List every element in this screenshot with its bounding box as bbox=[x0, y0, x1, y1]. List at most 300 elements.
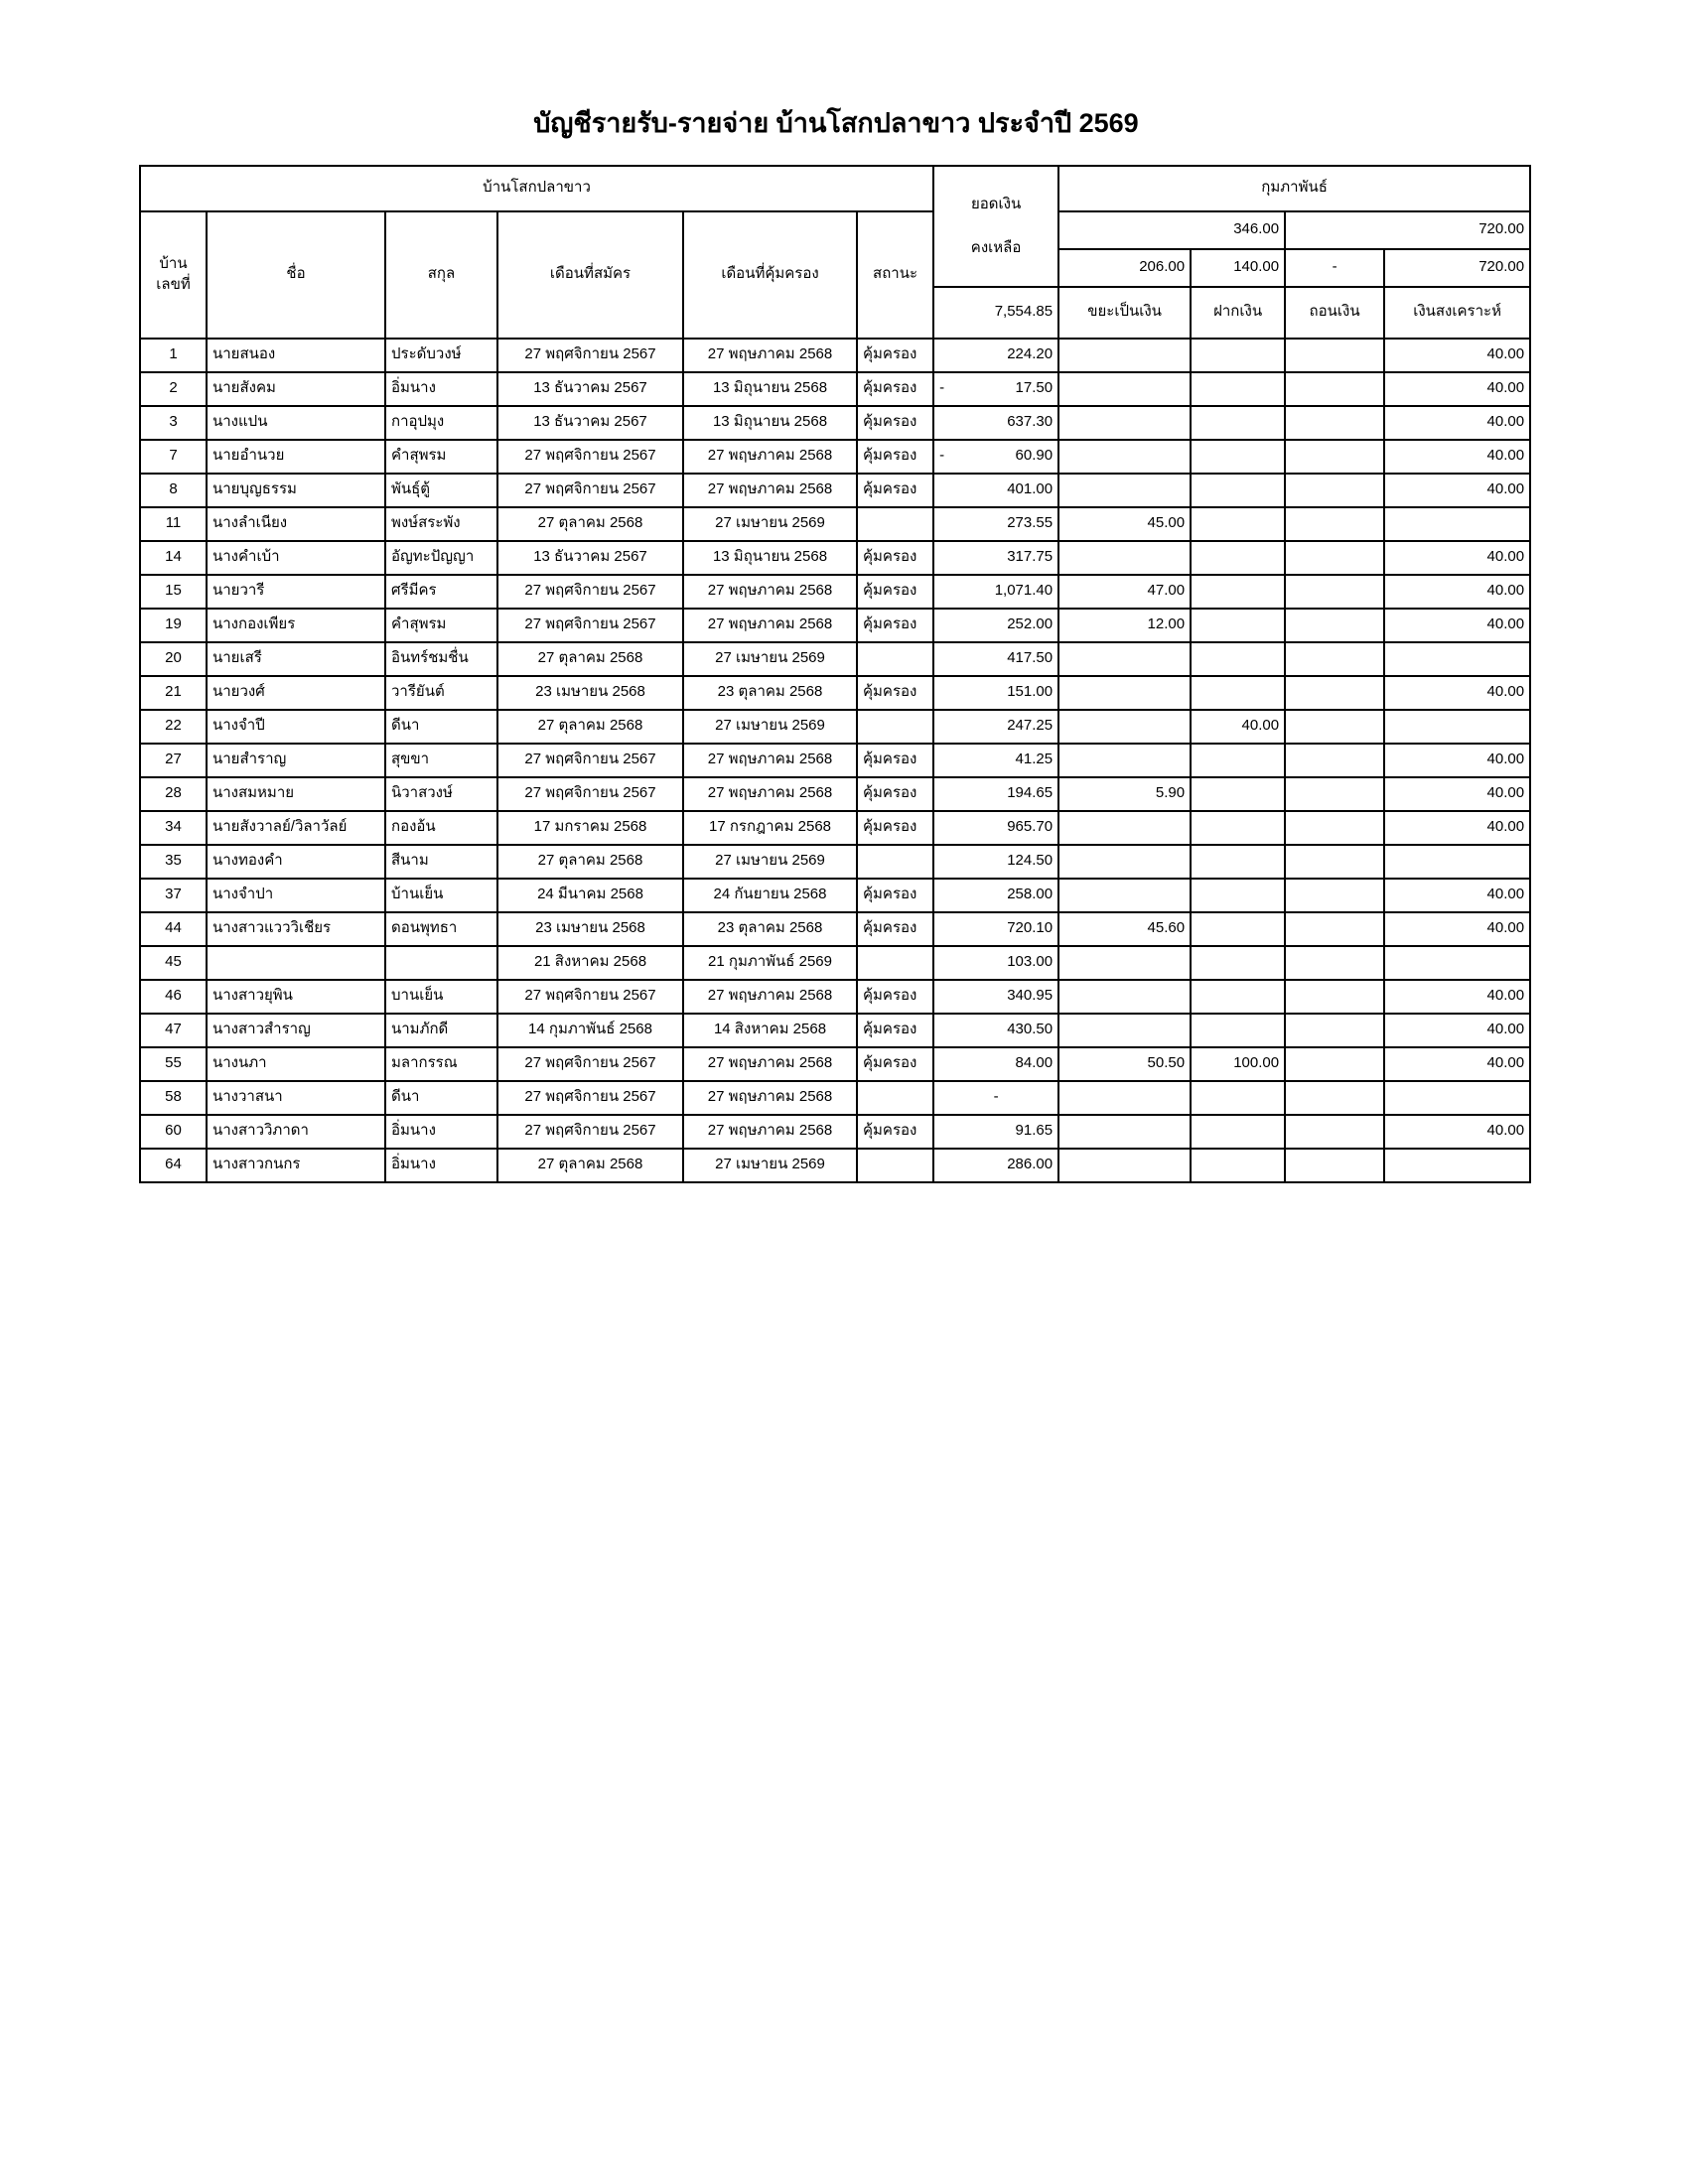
last-name-cell bbox=[385, 946, 497, 980]
deposit-cell bbox=[1191, 946, 1285, 980]
withdraw-cell bbox=[1285, 710, 1384, 744]
status-cell: คุ้มครอง bbox=[857, 912, 933, 946]
waste-cell bbox=[1058, 676, 1191, 710]
waste-cell: 45.00 bbox=[1058, 507, 1191, 541]
deposit-cell bbox=[1191, 575, 1285, 609]
balance-cell bbox=[933, 440, 1058, 474]
first-name-cell: นางลำเนียง bbox=[207, 507, 385, 541]
aid-cell: 40.00 bbox=[1384, 575, 1530, 609]
deposit-cell bbox=[1191, 440, 1285, 474]
balance-cell bbox=[933, 642, 1058, 676]
aid-cell: 40.00 bbox=[1384, 474, 1530, 507]
balance-value: 965.70 bbox=[1007, 818, 1054, 836]
deposit-cell bbox=[1191, 676, 1285, 710]
first-name-cell: นางนภา bbox=[207, 1047, 385, 1081]
page-title: บัญชีรายรับ-รายจ่าย บ้านโสกปลาขาว ประจำปี 2569 bbox=[533, 108, 1139, 138]
first-name-cell: นายวารี bbox=[207, 575, 385, 609]
withdraw-cell bbox=[1285, 744, 1384, 777]
aid-cell: 40.00 bbox=[1384, 440, 1530, 474]
aid-cell: 40.00 bbox=[1384, 744, 1530, 777]
table-row bbox=[140, 1047, 1530, 1081]
month-applied-cell: 27 ตุลาคม 2568 bbox=[497, 710, 683, 744]
first-name-header: ชื่อ bbox=[207, 211, 385, 339]
deposit-cell bbox=[1191, 1149, 1285, 1182]
house-no-cell: 58 bbox=[140, 1081, 207, 1115]
balance-header-line1: ยอดเงิน bbox=[970, 195, 1022, 212]
last-name-cell: พันธุ์ตู้ bbox=[385, 474, 497, 507]
status-cell: คุ้มครอง bbox=[857, 372, 933, 406]
status-cell: คุ้มครอง bbox=[857, 541, 933, 575]
month-applied-cell: 27 ตุลาคม 2568 bbox=[497, 642, 683, 676]
house-no-cell: 11 bbox=[140, 507, 207, 541]
house-no-cell: 1 bbox=[140, 339, 207, 372]
house-no-cell: 3 bbox=[140, 406, 207, 440]
status-cell bbox=[857, 946, 933, 980]
month-applied-cell: 27 พฤศจิกายน 2567 bbox=[497, 440, 683, 474]
balance-value: 194.65 bbox=[1007, 784, 1054, 802]
status-cell bbox=[857, 1081, 933, 1115]
month-applied-cell: 27 ตุลาคม 2568 bbox=[497, 1149, 683, 1182]
balance-value: 1,071.40 bbox=[994, 582, 1054, 600]
house-no-cell: 35 bbox=[140, 845, 207, 879]
aid-cell: 40.00 bbox=[1384, 879, 1530, 912]
status-cell: คุ้มครอง bbox=[857, 575, 933, 609]
balance-cell bbox=[933, 845, 1058, 879]
balance-value: 60.90 bbox=[1015, 447, 1054, 465]
house-no-cell: 34 bbox=[140, 811, 207, 845]
month-detail-deposit: 140.00 bbox=[1191, 249, 1285, 287]
aid-subheader: เงินสงเคราะห์ bbox=[1384, 287, 1530, 339]
waste-cell bbox=[1058, 845, 1191, 879]
status-cell: คุ้มครอง bbox=[857, 980, 933, 1014]
first-name-cell: นางวาสนา bbox=[207, 1081, 385, 1115]
last-name-cell: อิ่มนาง bbox=[385, 1149, 497, 1182]
negative-sign: - bbox=[939, 447, 945, 465]
month-applied-cell: 27 พฤศจิกายน 2567 bbox=[497, 575, 683, 609]
balance-cell bbox=[933, 980, 1058, 1014]
first-name-cell: นางสมหมาย bbox=[207, 777, 385, 811]
balance-cell bbox=[933, 1115, 1058, 1149]
month-covered-cell: 13 มิถุนายน 2568 bbox=[683, 541, 857, 575]
house-no-cell: 47 bbox=[140, 1014, 207, 1047]
balance-value: 91.65 bbox=[1015, 1122, 1054, 1140]
waste-subheader: ขยะเป็นเงิน bbox=[1058, 287, 1191, 339]
withdraw-cell bbox=[1285, 440, 1384, 474]
month-covered-cell: 13 มิถุนายน 2568 bbox=[683, 406, 857, 440]
withdraw-cell bbox=[1285, 406, 1384, 440]
balance-cell bbox=[933, 372, 1058, 406]
last-name-cell: อิ่มนาง bbox=[385, 1115, 497, 1149]
month-applied-cell: 27 พฤศจิกายน 2567 bbox=[497, 474, 683, 507]
house-no-cell: 55 bbox=[140, 1047, 207, 1081]
month-applied-cell: 24 มีนาคม 2568 bbox=[497, 879, 683, 912]
month-applied-cell: 14 กุมภาพันธ์ 2568 bbox=[497, 1014, 683, 1047]
house-no-header-line1: บ้าน bbox=[159, 255, 188, 273]
balance-value: 252.00 bbox=[1007, 615, 1054, 633]
status-cell bbox=[857, 507, 933, 541]
month-applied-cell: 27 พฤศจิกายน 2567 bbox=[497, 1047, 683, 1081]
balance-cell bbox=[933, 744, 1058, 777]
waste-cell bbox=[1058, 1081, 1191, 1115]
house-no-cell: 28 bbox=[140, 777, 207, 811]
last-name-cell: ดีนา bbox=[385, 1081, 497, 1115]
waste-cell bbox=[1058, 541, 1191, 575]
first-name-cell: นางสาวแวววิเชียร bbox=[207, 912, 385, 946]
aid-cell: 40.00 bbox=[1384, 339, 1530, 372]
month-covered-cell: 27 พฤษภาคม 2568 bbox=[683, 777, 857, 811]
last-name-cell: อิ่มนาง bbox=[385, 372, 497, 406]
table-row bbox=[140, 1081, 1530, 1115]
withdraw-subheader: ถอนเงิน bbox=[1285, 287, 1384, 339]
waste-cell bbox=[1058, 372, 1191, 406]
month-summary-right: 720.00 bbox=[1285, 211, 1530, 249]
balance-header-line2: คงเหลือ bbox=[970, 238, 1022, 256]
table-row bbox=[140, 372, 1530, 406]
withdraw-cell bbox=[1285, 339, 1384, 372]
deposit-cell bbox=[1191, 609, 1285, 642]
last-name-cell: กองอ้น bbox=[385, 811, 497, 845]
first-name-cell: นายสนอง bbox=[207, 339, 385, 372]
first-name-cell: นายสังคม bbox=[207, 372, 385, 406]
waste-cell bbox=[1058, 339, 1191, 372]
balance-cell bbox=[933, 912, 1058, 946]
aid-cell bbox=[1384, 946, 1530, 980]
withdraw-cell bbox=[1285, 1014, 1384, 1047]
first-name-cell: นางทองคำ bbox=[207, 845, 385, 879]
month-covered-cell: 27 เมษายน 2569 bbox=[683, 642, 857, 676]
balance-value: 417.50 bbox=[1007, 649, 1054, 667]
balance-value: - bbox=[993, 1088, 999, 1106]
month-applied-cell: 23 เมษายน 2568 bbox=[497, 912, 683, 946]
month-applied-cell: 27 พฤศจิกายน 2567 bbox=[497, 1081, 683, 1115]
month-covered-cell: 27 พฤษภาคม 2568 bbox=[683, 1115, 857, 1149]
house-no-cell: 15 bbox=[140, 575, 207, 609]
first-name-cell: นายสำราญ bbox=[207, 744, 385, 777]
month-applied-cell: 13 ธันวาคม 2567 bbox=[497, 372, 683, 406]
first-name-cell: นางจำปา bbox=[207, 879, 385, 912]
balance-value: 151.00 bbox=[1007, 683, 1054, 701]
status-cell: คุ้มครอง bbox=[857, 406, 933, 440]
first-name-cell: นางแปน bbox=[207, 406, 385, 440]
table-row bbox=[140, 912, 1530, 946]
month-covered-cell: 27 เมษายน 2569 bbox=[683, 1149, 857, 1182]
first-name-cell: นางคำเบ้า bbox=[207, 541, 385, 575]
withdraw-cell bbox=[1285, 777, 1384, 811]
last-name-cell: ประดับวงษ์ bbox=[385, 339, 497, 372]
aid-cell bbox=[1384, 1149, 1530, 1182]
house-no-cell: 2 bbox=[140, 372, 207, 406]
table-row bbox=[140, 474, 1530, 507]
last-name-cell: มลากรรณ bbox=[385, 1047, 497, 1081]
aid-cell: 40.00 bbox=[1384, 609, 1530, 642]
waste-cell: 5.90 bbox=[1058, 777, 1191, 811]
balance-value: 17.50 bbox=[1015, 379, 1054, 397]
balance-value: 84.00 bbox=[1015, 1054, 1054, 1072]
withdraw-cell bbox=[1285, 609, 1384, 642]
withdraw-cell bbox=[1285, 1115, 1384, 1149]
balance-value: 720.10 bbox=[1007, 919, 1054, 937]
withdraw-cell bbox=[1285, 879, 1384, 912]
month-applied-cell: 21 สิงหาคม 2568 bbox=[497, 946, 683, 980]
month-covered-cell: 27 เมษายน 2569 bbox=[683, 507, 857, 541]
table-row bbox=[140, 609, 1530, 642]
status-cell: คุ้มครอง bbox=[857, 811, 933, 845]
month-covered-cell: 27 เมษายน 2569 bbox=[683, 710, 857, 744]
status-cell: คุ้มครอง bbox=[857, 1115, 933, 1149]
aid-cell bbox=[1384, 507, 1530, 541]
month-applied-cell: 27 ตุลาคม 2568 bbox=[497, 845, 683, 879]
withdraw-cell bbox=[1285, 1081, 1384, 1115]
aid-cell: 40.00 bbox=[1384, 1047, 1530, 1081]
last-name-cell: อินทร์ชมชื่น bbox=[385, 642, 497, 676]
last-name-cell: นามภักดี bbox=[385, 1014, 497, 1047]
balance-value: 286.00 bbox=[1007, 1156, 1054, 1173]
month-covered-cell: 27 เมษายน 2569 bbox=[683, 845, 857, 879]
last-name-cell: กาอุปมุง bbox=[385, 406, 497, 440]
withdraw-cell bbox=[1285, 642, 1384, 676]
house-no-cell: 21 bbox=[140, 676, 207, 710]
last-name-cell: สุขขา bbox=[385, 744, 497, 777]
balance-cell bbox=[933, 339, 1058, 372]
status-cell: คุ้มครอง bbox=[857, 777, 933, 811]
table-row bbox=[140, 575, 1530, 609]
waste-cell: 50.50 bbox=[1058, 1047, 1191, 1081]
withdraw-cell bbox=[1285, 676, 1384, 710]
table-row bbox=[140, 946, 1530, 980]
month-covered-cell: 27 พฤษภาคม 2568 bbox=[683, 744, 857, 777]
balance-value: 247.25 bbox=[1007, 717, 1054, 735]
aid-cell: 40.00 bbox=[1384, 811, 1530, 845]
month-detail-waste: 206.00 bbox=[1058, 249, 1191, 287]
table-row bbox=[140, 676, 1530, 710]
month-applied-cell: 27 พฤศจิกายน 2567 bbox=[497, 777, 683, 811]
balance-cell bbox=[933, 1149, 1058, 1182]
month-covered-cell: 27 พฤษภาคม 2568 bbox=[683, 575, 857, 609]
deposit-cell bbox=[1191, 1115, 1285, 1149]
withdraw-cell bbox=[1285, 507, 1384, 541]
month-applied-cell: 23 เมษายน 2568 bbox=[497, 676, 683, 710]
month-applied-cell: 27 พฤศจิกายน 2567 bbox=[497, 744, 683, 777]
waste-cell bbox=[1058, 1014, 1191, 1047]
table-row bbox=[140, 744, 1530, 777]
month-covered-cell: 21 กุมภาพันธ์ 2569 bbox=[683, 946, 857, 980]
month-covered-cell: 23 ตุลาคม 2568 bbox=[683, 676, 857, 710]
status-cell bbox=[857, 845, 933, 879]
aid-cell: 40.00 bbox=[1384, 372, 1530, 406]
withdraw-cell bbox=[1285, 541, 1384, 575]
status-cell bbox=[857, 1149, 933, 1182]
month-covered-cell: 27 พฤษภาคม 2568 bbox=[683, 980, 857, 1014]
status-cell: คุ้มครอง bbox=[857, 1047, 933, 1081]
first-name-cell bbox=[207, 946, 385, 980]
house-no-cell: 14 bbox=[140, 541, 207, 575]
table-body bbox=[140, 339, 1530, 1182]
status-cell: คุ้มครอง bbox=[857, 676, 933, 710]
table-row bbox=[140, 642, 1530, 676]
month-applied-cell: 27 พฤศจิกายน 2567 bbox=[497, 609, 683, 642]
document bbox=[139, 103, 1533, 1183]
first-name-cell: นายเสรี bbox=[207, 642, 385, 676]
withdraw-cell bbox=[1285, 474, 1384, 507]
deposit-subheader: ฝากเงิน bbox=[1191, 287, 1285, 339]
table-row bbox=[140, 440, 1530, 474]
house-no-header-line2: เลขที่ bbox=[156, 275, 191, 293]
aid-cell: 40.00 bbox=[1384, 1014, 1530, 1047]
table-row bbox=[140, 1149, 1530, 1182]
aid-cell bbox=[1384, 1081, 1530, 1115]
first-name-cell: นางสาวยุพิน bbox=[207, 980, 385, 1014]
last-name-cell: ดอนพุทธา bbox=[385, 912, 497, 946]
waste-cell bbox=[1058, 406, 1191, 440]
deposit-cell bbox=[1191, 1014, 1285, 1047]
house-no-cell: 7 bbox=[140, 440, 207, 474]
first-name-cell: นายสังวาลย์/วิลาวัลย์ bbox=[207, 811, 385, 845]
month-detail-aid: 720.00 bbox=[1384, 249, 1530, 287]
waste-cell bbox=[1058, 980, 1191, 1014]
waste-cell bbox=[1058, 811, 1191, 845]
aid-cell: 40.00 bbox=[1384, 541, 1530, 575]
table-row bbox=[140, 845, 1530, 879]
last-name-cell: นิวาสวงษ์ bbox=[385, 777, 497, 811]
month-covered-cell: 23 ตุลาคม 2568 bbox=[683, 912, 857, 946]
month-covered-cell: 27 พฤษภาคม 2568 bbox=[683, 1047, 857, 1081]
balance-cell bbox=[933, 541, 1058, 575]
aid-cell bbox=[1384, 710, 1530, 744]
deposit-cell bbox=[1191, 541, 1285, 575]
house-no-cell: 64 bbox=[140, 1149, 207, 1182]
aid-cell: 40.00 bbox=[1384, 980, 1530, 1014]
waste-cell bbox=[1058, 642, 1191, 676]
balance-cell bbox=[933, 710, 1058, 744]
house-no-cell: 60 bbox=[140, 1115, 207, 1149]
month-applied-cell: 27 พฤศจิกายน 2567 bbox=[497, 339, 683, 372]
house-no-cell: 46 bbox=[140, 980, 207, 1014]
deposit-cell bbox=[1191, 339, 1285, 372]
first-name-cell: นางกองเพียร bbox=[207, 609, 385, 642]
balance-value: 258.00 bbox=[1007, 886, 1054, 903]
first-name-cell: นายอำนวย bbox=[207, 440, 385, 474]
withdraw-cell bbox=[1285, 372, 1384, 406]
table-row bbox=[140, 1014, 1530, 1047]
month-covered-cell: 27 พฤษภาคม 2568 bbox=[683, 474, 857, 507]
last-name-cell: คำสุพรม bbox=[385, 609, 497, 642]
first-name-cell: นายวงศ์ bbox=[207, 676, 385, 710]
house-no-cell: 44 bbox=[140, 912, 207, 946]
withdraw-cell bbox=[1285, 1149, 1384, 1182]
status-cell: คุ้มครอง bbox=[857, 339, 933, 372]
first-name-cell: นางสาววิภาดา bbox=[207, 1115, 385, 1149]
withdraw-cell bbox=[1285, 811, 1384, 845]
table-row bbox=[140, 879, 1530, 912]
withdraw-cell bbox=[1285, 912, 1384, 946]
status-cell: คุ้มครอง bbox=[857, 609, 933, 642]
month-applied-cell: 17 มกราคม 2568 bbox=[497, 811, 683, 845]
balance-value: 273.55 bbox=[1007, 514, 1054, 532]
balance-value: 317.75 bbox=[1007, 548, 1054, 566]
negative-sign: - bbox=[939, 379, 945, 397]
waste-cell bbox=[1058, 710, 1191, 744]
last-name-cell: สีนาม bbox=[385, 845, 497, 879]
month-covered-cell: 13 มิถุนายน 2568 bbox=[683, 372, 857, 406]
month-summary-left: 346.00 bbox=[1058, 211, 1285, 249]
deposit-cell bbox=[1191, 879, 1285, 912]
aid-cell bbox=[1384, 845, 1530, 879]
month-covered-cell: 14 สิงหาคม 2568 bbox=[683, 1014, 857, 1047]
last-name-cell: วารียันต์ bbox=[385, 676, 497, 710]
aid-cell: 40.00 bbox=[1384, 1115, 1530, 1149]
table-row bbox=[140, 980, 1530, 1014]
waste-cell bbox=[1058, 946, 1191, 980]
deposit-cell bbox=[1191, 642, 1285, 676]
balance-cell bbox=[933, 507, 1058, 541]
balance-total: 7,554.85 bbox=[933, 287, 1058, 339]
first-name-cell: นางจำปี bbox=[207, 710, 385, 744]
deposit-cell bbox=[1191, 474, 1285, 507]
waste-cell bbox=[1058, 744, 1191, 777]
deposit-cell bbox=[1191, 980, 1285, 1014]
balance-column-header bbox=[933, 166, 1058, 287]
balance-cell bbox=[933, 777, 1058, 811]
balance-cell bbox=[933, 575, 1058, 609]
table-row bbox=[140, 710, 1530, 744]
house-no-header bbox=[140, 211, 207, 339]
month-applied-cell: 27 พฤศจิกายน 2567 bbox=[497, 980, 683, 1014]
waste-cell: 12.00 bbox=[1058, 609, 1191, 642]
balance-cell bbox=[933, 676, 1058, 710]
balance-cell bbox=[933, 811, 1058, 845]
month-detail-withdraw: - bbox=[1285, 249, 1384, 287]
balance-value: 103.00 bbox=[1007, 953, 1054, 971]
table-row bbox=[140, 811, 1530, 845]
balance-cell bbox=[933, 474, 1058, 507]
last-name-cell: พงษ์สระพัง bbox=[385, 507, 497, 541]
balance-cell bbox=[933, 879, 1058, 912]
month-applied-header: เดือนที่สมัคร bbox=[497, 211, 683, 339]
last-name-header: สกุล bbox=[385, 211, 497, 339]
table-row bbox=[140, 507, 1530, 541]
balance-value: 124.50 bbox=[1007, 852, 1054, 870]
deposit-cell bbox=[1191, 744, 1285, 777]
aid-cell: 40.00 bbox=[1384, 912, 1530, 946]
balance-cell bbox=[933, 1014, 1058, 1047]
balance-cell bbox=[933, 1047, 1058, 1081]
waste-cell: 47.00 bbox=[1058, 575, 1191, 609]
waste-cell: 45.60 bbox=[1058, 912, 1191, 946]
house-no-cell: 20 bbox=[140, 642, 207, 676]
status-cell: คุ้มครอง bbox=[857, 1014, 933, 1047]
house-no-cell: 19 bbox=[140, 609, 207, 642]
balance-value: 637.30 bbox=[1007, 413, 1054, 431]
last-name-cell: คำสุพรม bbox=[385, 440, 497, 474]
month-covered-cell: 27 พฤษภาคม 2568 bbox=[683, 609, 857, 642]
balance-value: 224.20 bbox=[1007, 345, 1054, 363]
waste-cell bbox=[1058, 879, 1191, 912]
waste-cell bbox=[1058, 1115, 1191, 1149]
first-name-cell: นางสาวสำราญ bbox=[207, 1014, 385, 1047]
month-applied-cell: 27 ตุลาคม 2568 bbox=[497, 507, 683, 541]
deposit-cell bbox=[1191, 406, 1285, 440]
withdraw-cell bbox=[1285, 980, 1384, 1014]
status-cell: คุ้มครอง bbox=[857, 744, 933, 777]
status-cell bbox=[857, 642, 933, 676]
aid-cell bbox=[1384, 642, 1530, 676]
deposit-cell bbox=[1191, 912, 1285, 946]
month-covered-cell: 17 กรกฎาคม 2568 bbox=[683, 811, 857, 845]
withdraw-cell bbox=[1285, 946, 1384, 980]
last-name-cell: ศรีมีคร bbox=[385, 575, 497, 609]
last-name-cell: ดีนา bbox=[385, 710, 497, 744]
aid-cell: 40.00 bbox=[1384, 777, 1530, 811]
